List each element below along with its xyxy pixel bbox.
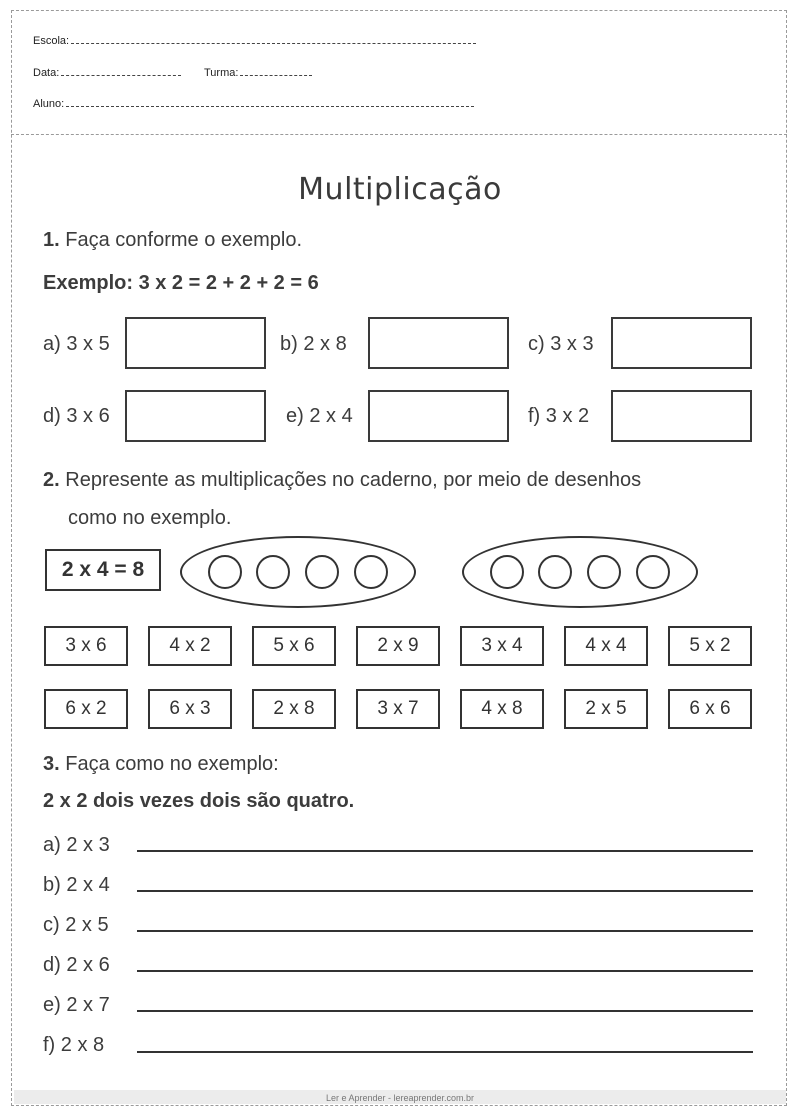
group-oval-2 — [462, 536, 698, 608]
circle-icon — [305, 555, 339, 589]
multiplication-box: 3 x 6 — [44, 626, 128, 666]
footer-credit: Ler e Aprender - lereaprender.com.br — [325, 1093, 475, 1103]
multiplication-box: 6 x 6 — [668, 689, 752, 729]
q1-item-e-label: e) 2 x 4 — [286, 405, 353, 427]
circle-icon — [538, 555, 572, 589]
multiplication-box: 2 x 5 — [564, 689, 648, 729]
q1-item-f-label: f) 3 x 2 — [528, 405, 590, 427]
student-field[interactable] — [33, 98, 474, 110]
q1-instruction — [43, 229, 302, 252]
circle-icon — [256, 555, 290, 589]
q3-item-a-answer-line[interactable] — [137, 850, 753, 852]
q2-number: 2. — [43, 469, 60, 491]
q1-number: 1. — [43, 229, 60, 251]
q1-item-a-answer-box[interactable] — [125, 317, 266, 369]
q3-item-c-label: c) 2 x 5 — [43, 914, 109, 936]
school-line — [71, 35, 476, 44]
multiplication-box: 6 x 3 — [148, 689, 232, 729]
group-oval-1 — [180, 536, 416, 608]
header-divider — [11, 134, 787, 135]
multiplication-box: 2 x 9 — [356, 626, 440, 666]
circle-icon — [354, 555, 388, 589]
class-line — [240, 67, 312, 76]
q1-item-c-answer-box[interactable] — [611, 317, 752, 369]
q1-item-d-answer-box[interactable] — [125, 390, 266, 442]
date-line — [61, 67, 181, 76]
q3-item-c-answer-line[interactable] — [137, 930, 753, 932]
q1-item-f-answer-box[interactable] — [611, 390, 752, 442]
multiplication-box: 6 x 2 — [44, 689, 128, 729]
date-field[interactable] — [33, 67, 181, 79]
q3-item-b-answer-line[interactable] — [137, 890, 753, 892]
circle-icon — [208, 555, 242, 589]
q3-item-e-answer-line[interactable] — [137, 1010, 753, 1012]
circle-icon — [490, 555, 524, 589]
class-field[interactable] — [204, 67, 312, 79]
q3-item-d-answer-line[interactable] — [137, 970, 753, 972]
q2-instruction-line2: como no exemplo. — [68, 507, 232, 529]
q1-item-c-label: c) 3 x 3 — [528, 333, 594, 355]
q1-item-e-answer-box[interactable] — [368, 390, 509, 442]
q3-instruction — [43, 753, 279, 776]
q1-text: Faça conforme o exemplo. — [65, 229, 303, 251]
multiplication-box: 4 x 8 — [460, 689, 544, 729]
multiplication-box: 3 x 4 — [460, 626, 544, 666]
q1-example: Exemplo: 3 x 2 = 2 + 2 + 2 = 6 — [43, 272, 319, 294]
multiplication-box: 2 x 8 — [252, 689, 336, 729]
q3-item-e-label: e) 2 x 7 — [43, 994, 110, 1016]
q3-example: 2 x 2 dois vezes dois são quatro. — [43, 790, 355, 812]
q2-example-box: 2 x 4 = 8 — [45, 549, 161, 591]
multiplication-box: 3 x 7 — [356, 689, 440, 729]
q3-item-f-answer-line[interactable] — [137, 1051, 753, 1053]
q1-item-a-label: a) 3 x 5 — [43, 333, 110, 355]
q1-item-b-label: b) 2 x 8 — [280, 333, 347, 355]
q1-item-d-label: d) 3 x 6 — [43, 405, 110, 427]
q3-item-f-label: f) 2 x 8 — [43, 1034, 105, 1056]
student-line — [66, 98, 474, 107]
multiplication-box: 4 x 4 — [564, 626, 648, 666]
q3-item-d-label: d) 2 x 6 — [43, 954, 110, 976]
circle-icon — [636, 555, 670, 589]
q3-number: 3. — [43, 753, 60, 775]
q3-item-b-label: b) 2 x 4 — [43, 874, 110, 896]
page-title: Multiplicação — [298, 172, 502, 207]
class-label: Turma: — [204, 67, 239, 79]
multiplication-box: 5 x 6 — [252, 626, 336, 666]
q2-instruction-line1 — [43, 469, 641, 492]
school-field[interactable] — [33, 35, 476, 47]
date-label: Data: — [33, 67, 60, 79]
q3-text: Faça como no exemplo: — [65, 753, 279, 775]
q2-text-line1: Represente as multiplicações no caderno, por meio de desenhos — [65, 469, 642, 491]
school-label: Escola: — [33, 35, 70, 47]
q3-item-a-label: a) 2 x 3 — [43, 834, 110, 856]
q1-item-b-answer-box[interactable] — [368, 317, 509, 369]
multiplication-box: 5 x 2 — [668, 626, 752, 666]
circle-icon — [587, 555, 621, 589]
student-label: Aluno: — [33, 98, 65, 110]
multiplication-box: 4 x 2 — [148, 626, 232, 666]
